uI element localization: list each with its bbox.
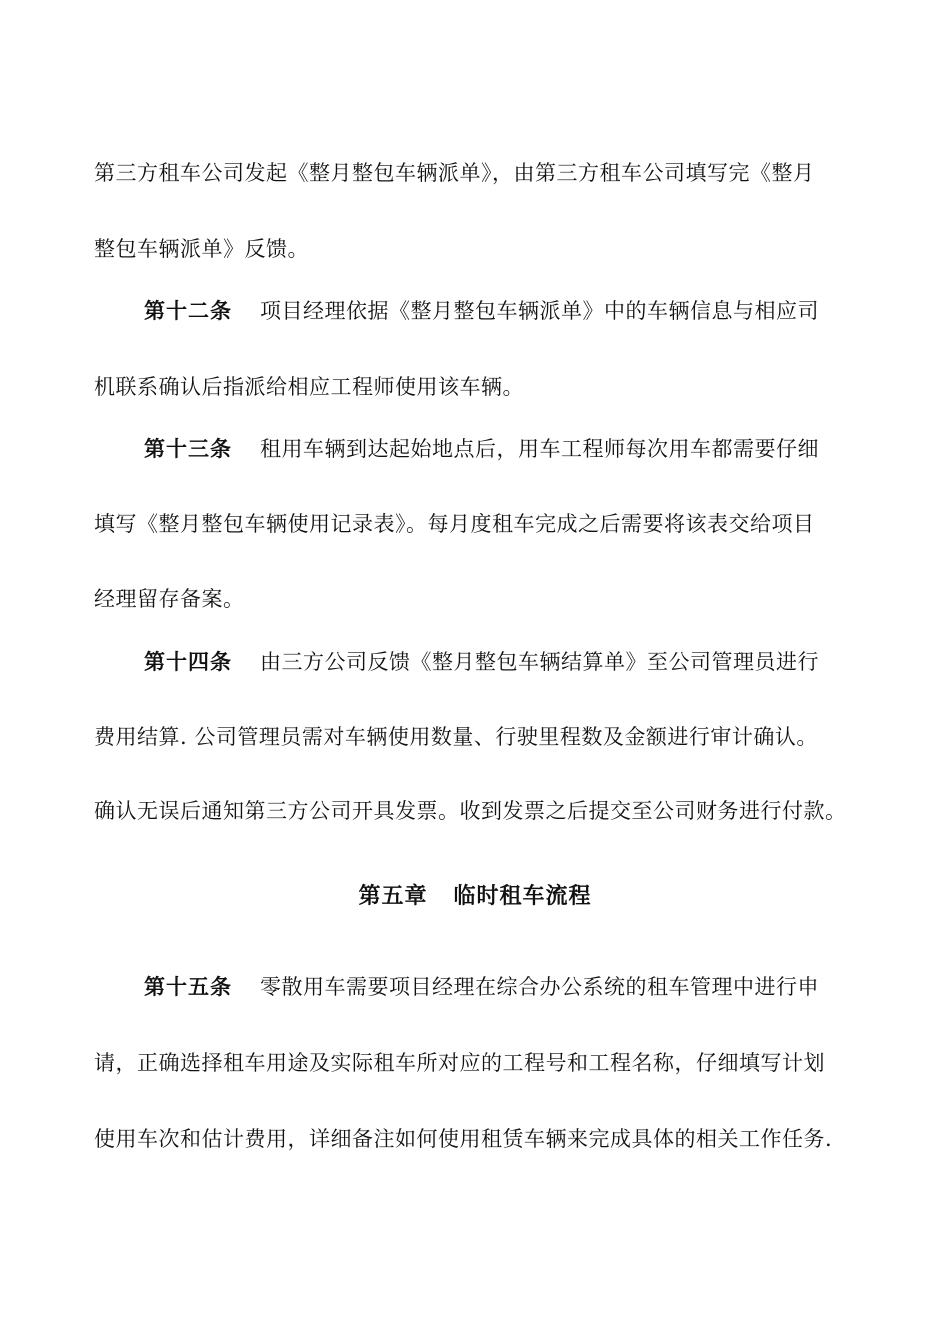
chapter-title: 临时租车流程 — [453, 884, 592, 909]
text-line: 整包车辆派单》反馈。 — [94, 237, 309, 261]
article-14-text: 由三方公司反馈《整月整包车辆结算单》至公司管理员进行 — [260, 650, 819, 674]
article-14-label: 第十四条 — [144, 650, 232, 674]
text-line: 填写《整月整包车辆使用记录表》。每月度租车完成之后需要将该表交给项目 — [94, 512, 815, 536]
text-line: 请，正确选择租车用途及实际租车所对应的工程号和工程名称，仔细填写计划 — [94, 1051, 825, 1075]
text-line: 费用结算. 公司管理员需对车辆使用数量、行驶里程数及金额进行审计确认。 — [94, 725, 818, 749]
text-line: 使用车次和估计费用，详细备注如何使用租赁车辆来完成具体的相关工作任务. — [94, 1127, 833, 1151]
article-13-first-line — [144, 434, 864, 464]
chapter-number: 第五章 — [358, 884, 428, 909]
article-14-first-line — [144, 647, 864, 677]
chapter-heading — [0, 881, 950, 913]
article-15-first-line — [144, 972, 864, 1002]
article-13-text: 租用车辆到达起始地点后，用车工程师每次用车都需要仔细 — [260, 437, 819, 461]
text-line: 第三方租车公司发起《整月整包车辆派单》，由第三方租车公司填写完《整月 — [94, 161, 815, 185]
article-15-label: 第十五条 — [144, 975, 232, 999]
text-line: 经理留存备案。 — [94, 587, 245, 611]
text-line: 确认无误后通知第三方公司开具发票。收到发票之后提交至公司财务进行付款。 — [94, 799, 847, 823]
article-12-first-line — [144, 296, 864, 326]
article-13-label: 第十三条 — [144, 437, 232, 461]
text-line: 机联系确认后指派给相应工程师使用该车辆。 — [94, 375, 524, 399]
article-12-text: 项目经理依据《整月整包车辆派单》中的车辆信息与相应司 — [260, 299, 819, 323]
article-12-label: 第十二条 — [144, 299, 232, 323]
article-15-text: 零散用车需要项目经理在综合办公系统的租车管理中进行申 — [260, 975, 819, 999]
